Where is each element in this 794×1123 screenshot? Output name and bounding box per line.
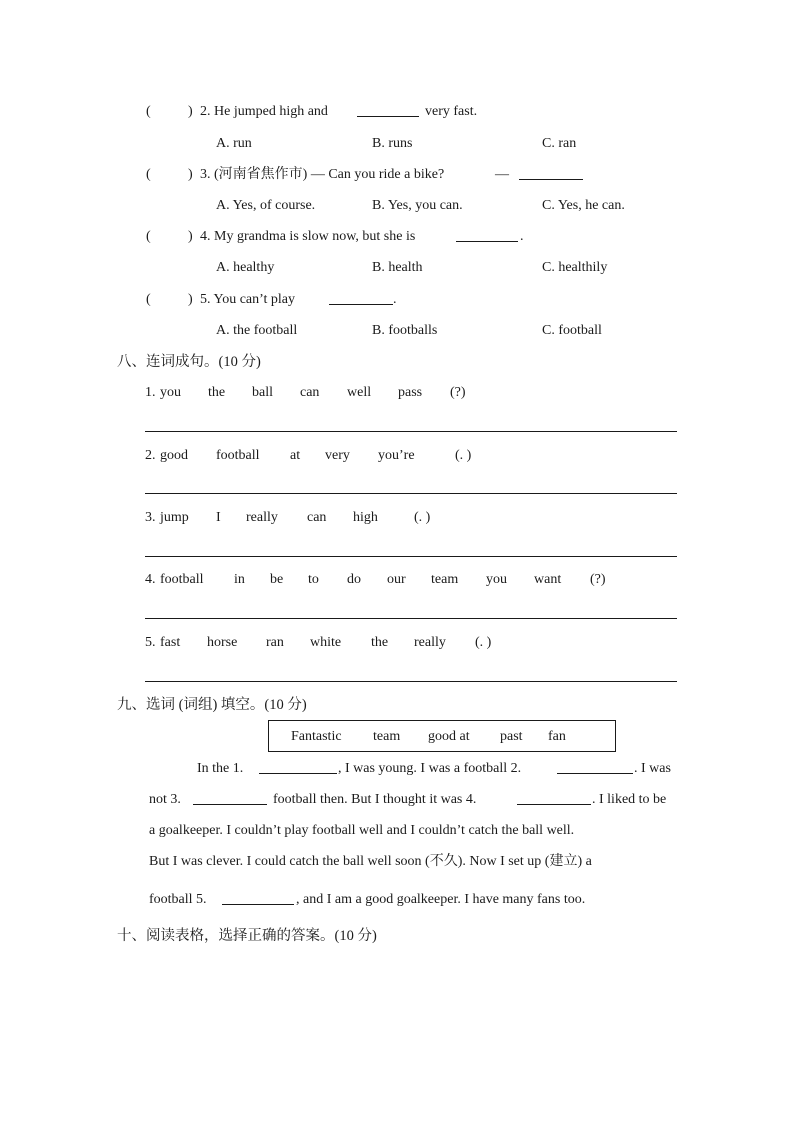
answer-line-2[interactable] [145, 493, 677, 494]
section-10-title: 十、阅读表格，选择正确的答案。(10 分) [117, 928, 377, 944]
option-a: A. Yes, of course. [216, 198, 316, 213]
answer-line-1[interactable] [145, 431, 677, 432]
word: ball [252, 385, 273, 400]
passage-line-5 [0, 890, 794, 910]
option-a: A. the football [216, 323, 298, 338]
end-punctuation: (?) [450, 385, 466, 400]
word-bank-box [268, 720, 616, 752]
option-c: C. ran [542, 136, 577, 151]
fill-blank[interactable] [326, 290, 396, 312]
answer-paren-close[interactable]: ) [188, 104, 193, 119]
word-bank-item: team [373, 729, 401, 744]
answer-paren-open: ( [146, 104, 151, 119]
end-punctuation: (?) [590, 572, 606, 587]
word: ran [266, 635, 284, 650]
fill-blank[interactable] [354, 102, 422, 124]
option-a: A. healthy [216, 260, 275, 275]
question-stem: 2. He jumped high and [200, 104, 328, 119]
choice-question-4 [0, 227, 794, 247]
question-stem-tail: . [520, 229, 524, 244]
end-punctuation: (. ) [475, 635, 492, 650]
answer-paren-close[interactable]: ) [188, 292, 193, 307]
word: the [208, 385, 226, 400]
options-row-2 [0, 134, 794, 154]
word: good [160, 448, 188, 463]
question-stem: 5. You can’t play [200, 292, 296, 307]
options-row-5 [0, 321, 794, 341]
word: you [486, 572, 507, 587]
question-stem-tail: very fast. [425, 104, 478, 119]
question-stem-tail: . [393, 292, 397, 307]
word: the [371, 635, 389, 650]
passage-line-1 [0, 759, 794, 779]
passage-text: . I liked to be [592, 792, 667, 807]
item-number: 5. [145, 635, 156, 650]
word: jump [160, 510, 189, 525]
word: at [290, 448, 301, 463]
options-row-3 [0, 196, 794, 216]
answer-line-4[interactable] [145, 618, 677, 619]
word-bank-item: past [500, 729, 523, 744]
option-b: B. health [372, 260, 423, 275]
passage-text: not 3. [149, 792, 181, 807]
option-b: B. Yes, you can. [372, 198, 463, 213]
answer-line-5[interactable] [145, 681, 677, 682]
option-c: C. healthily [542, 260, 608, 275]
word: pass [398, 385, 423, 400]
option-a: A. run [216, 136, 252, 151]
word: high [353, 510, 378, 525]
word: in [234, 572, 245, 587]
section-8-title: 八、连词成句。(10 分) [117, 354, 261, 370]
section-9-title: 九、选词 (词组) 填空。(10 分) [117, 697, 307, 713]
end-punctuation: (. ) [455, 448, 472, 463]
word: you [160, 385, 181, 400]
word: fast [160, 635, 181, 650]
option-c: C. Yes, he can. [542, 198, 625, 213]
word: be [270, 572, 284, 587]
word: do [347, 572, 361, 587]
word: can [307, 510, 327, 525]
word: horse [207, 635, 238, 650]
passage-text: football 5. [149, 892, 207, 907]
item-number: 2. [145, 448, 156, 463]
item-number: 1. [145, 385, 156, 400]
fill-blank-3[interactable] [190, 790, 270, 812]
item-number: 4. [145, 572, 156, 587]
passage-text: football then. But I thought it was 4. [273, 792, 477, 807]
choice-question-5 [0, 290, 794, 310]
fill-blank-1[interactable] [256, 759, 340, 781]
word-order-item-4 [0, 570, 794, 590]
question-stem: 4. My grandma is slow now, but she is [200, 229, 416, 244]
choice-question-2 [0, 102, 794, 122]
passage-text: But I was clever. I could catch the ball well soon (不久). Now I set up (建立) a [149, 854, 592, 869]
option-b: B. footballs [372, 323, 438, 338]
word: you’re [378, 448, 415, 463]
fill-blank[interactable] [516, 165, 586, 187]
item-number: 3. [145, 510, 156, 525]
word-bank-item: good at [428, 729, 470, 744]
answer-paren-open: ( [146, 167, 151, 182]
option-b: B. runs [372, 136, 413, 151]
word: team [431, 572, 459, 587]
word: really [246, 510, 278, 525]
passage-text: , and I am a good goalkeeper. I have many fans too. [296, 892, 586, 907]
word: want [534, 572, 562, 587]
answer-paren-close[interactable]: ) [188, 167, 193, 182]
word-order-item-1 [0, 383, 794, 403]
passage-line-4 [0, 852, 794, 872]
options-row-4 [0, 258, 794, 278]
word-bank-item: Fantastic [291, 729, 342, 744]
option-c: C. football [542, 323, 602, 338]
word-order-item-3 [0, 508, 794, 528]
passage-line-2 [0, 790, 794, 810]
word-bank-item: fan [548, 729, 566, 744]
answer-line-3[interactable] [145, 556, 677, 557]
answer-paren-open: ( [146, 229, 151, 244]
word: really [414, 635, 446, 650]
passage-line-3 [0, 821, 794, 841]
word: football [160, 572, 204, 587]
dialogue-dash: — [495, 167, 509, 182]
choice-question-3 [0, 165, 794, 185]
word-order-item-2 [0, 446, 794, 466]
end-punctuation: (. ) [414, 510, 431, 525]
passage-text: , I was young. I was a football 2. [338, 761, 522, 776]
word: football [216, 448, 260, 463]
answer-paren-close[interactable]: ) [188, 229, 193, 244]
word: very [325, 448, 350, 463]
answer-paren-open: ( [146, 292, 151, 307]
word-order-item-5 [0, 633, 794, 653]
word: white [310, 635, 342, 650]
passage-text: In the 1. [197, 761, 244, 776]
word: well [347, 385, 372, 400]
fill-blank[interactable] [453, 227, 521, 249]
fill-blank-4[interactable] [514, 790, 594, 812]
fill-blank-5[interactable] [219, 890, 297, 912]
word: our [387, 572, 406, 587]
word: can [300, 385, 320, 400]
passage-text: . I was [634, 761, 671, 776]
fill-blank-2[interactable] [554, 759, 636, 781]
word: to [308, 572, 319, 587]
question-stem: 3. (河南省焦作市) — Can you ride a bike? [200, 167, 445, 182]
passage-text: a goalkeeper. I couldn’t play football well and I couldn’t catch the ball well. [149, 823, 575, 838]
word: I [216, 510, 221, 525]
